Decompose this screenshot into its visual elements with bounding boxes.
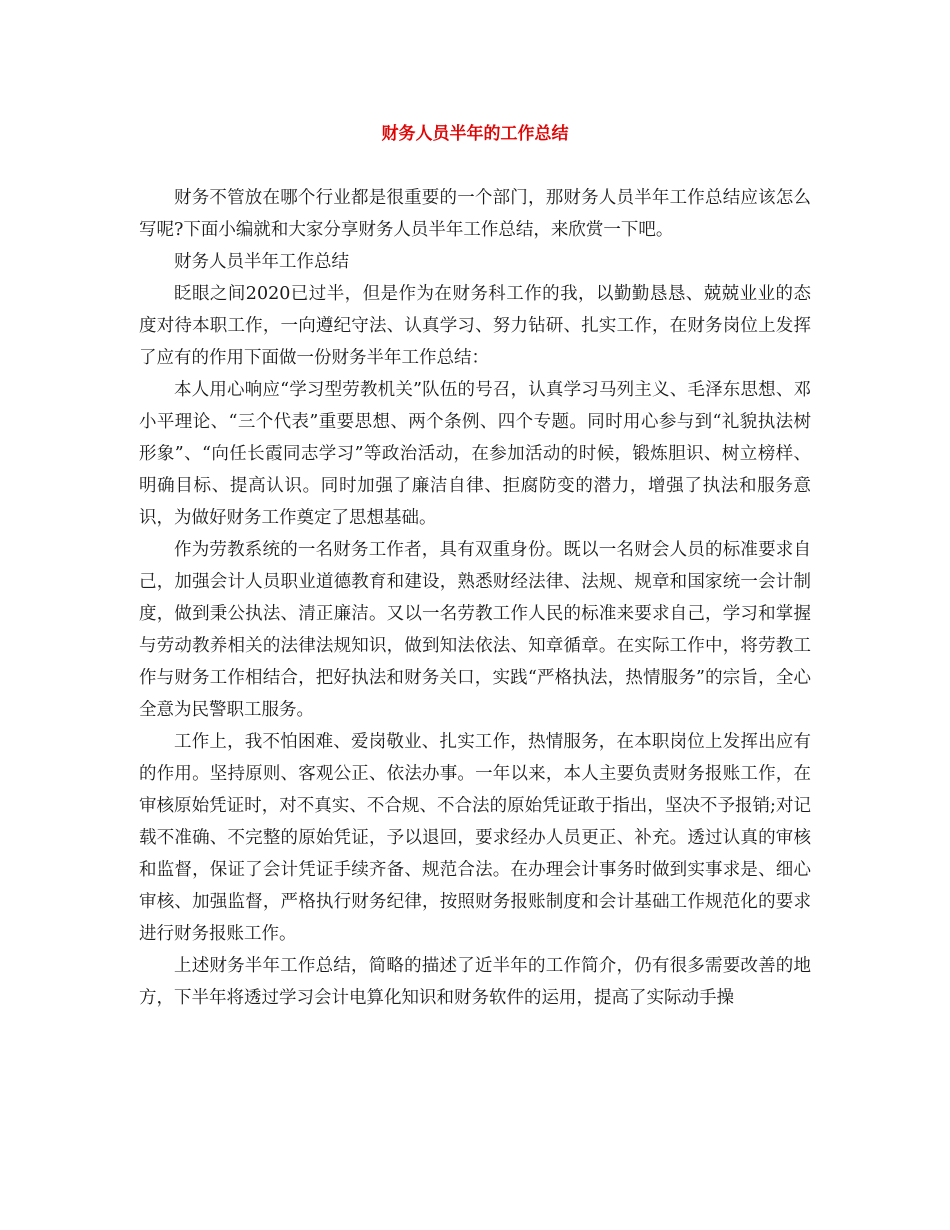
document-body: [139, 118, 811, 1014]
paragraph-identity: 作为劳教系统的一名财务工作者，具有双重身份。既以一名财会人员的标准要求自己，加强会计人员职业道德教育和建设，熟悉财经法律、法规、规章和国家统一会计制度，做到秉公执法、清正廉洁。又以一名劳教工作人民的标准来要求自己，学习和掌握与劳动教养相关的法律法规知识，做到知法依法、知章循章。在实际工作中，将劳教工作与财务工作相结合，把好执法和财务关口，实践“严格执法，热情服务”的宗旨，全心全意为民警职工服务。: [139, 540, 811, 720]
paragraph-study: 本人用心响应“学习型劳教机关”队伍的号召，认真学习马列主义、毛泽东思想、邓小平理论、“三个代表”重要思想、两个条例、四个专题。同时用心参与到“礼貌执法树形象”、“向任长霞同志学习”等政治活动，在参加活动的时候，锻炼胆识、树立榜样、明确目标、提高认识。同时加强了廉洁自律、拒腐防变的潜力，增强了执法和服务意识，为做好财务工作奠定了思想基础。: [139, 380, 811, 528]
paragraph-intro: 财务不管放在哪个行业都是很重要的一个部门，那财务人员半年工作总结应该怎么写呢?下面小编就和大家分享财务人员半年工作总结，来欣赏一下吧。: [139, 188, 811, 240]
paragraph-opening: 眨眼之间2020已过半，但是作为在财务科工作的我，以勤勤恳恳、兢兢业业的态度对待本职工作，一向遵纪守法、认真学习、努力钻研、扎实工作，在财务岗位上发挥了应有的作用下面做一份财务半年工作总结：: [139, 284, 811, 368]
paragraph-work: 工作上，我不怕困难、爱岗敬业、扎实工作，热情服务，在本职岗位上发挥出应有的作用。坚持原则、客观公正、依法办事。一年以来，本人主要负责财务报账工作，在审核原始凭证时，对不真实、不合规、不合法的原始凭证敢于指出，坚决不予报销;对记载不准确、不完整的原始凭证，予以退回，要求经办人员更正、补充。透过认真的审核和监督，保证了会计凭证手续齐备、规范合法。在办理会计事务时做到实事求是、细心审核、加强监督，严格执行财务纪律，按照财务报账制度和会计基础工作规范化的要求进行财务报账工作。: [139, 732, 811, 944]
document-title: 财务人员半年的工作总结: [381, 124, 569, 144]
paragraph-subheading: 财务人员半年工作总结: [174, 252, 349, 272]
paragraph-conclusion: 上述财务半年工作总结，简略的描述了近半年的工作简介，仍有很多需要改善的地方，下半年将透过学习会计电算化知识和财务软件的运用，提高了实际动手操: [139, 956, 811, 1008]
